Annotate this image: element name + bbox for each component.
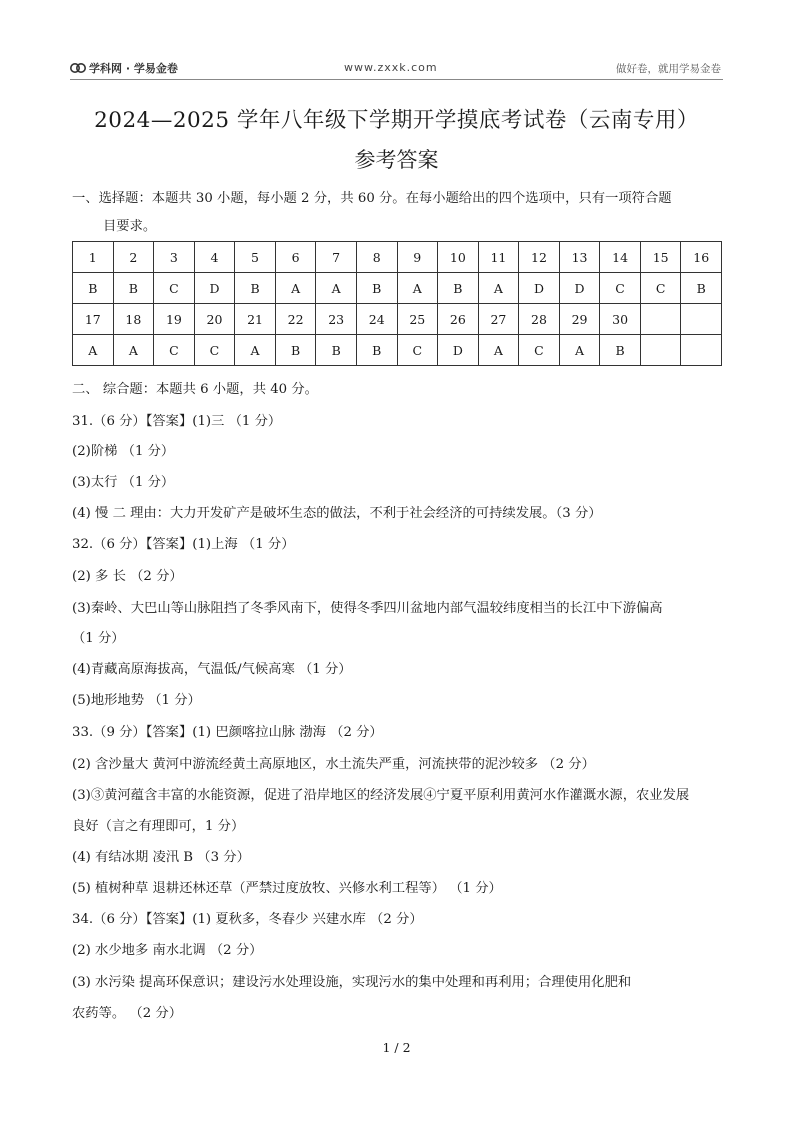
table-cell bbox=[681, 304, 722, 335]
table-cell: 26 bbox=[438, 304, 479, 335]
header-slogan: 做好卷，就用学易金卷 bbox=[616, 63, 721, 75]
answer-line: (3)秦岭、大巴山等山脉阻挡了冬季风南下，使得冬季四川盆地内部气温较纬度相当的长江中下游偏高 bbox=[72, 601, 663, 616]
table-cell: 2 bbox=[113, 242, 154, 273]
table-cell: 25 bbox=[397, 304, 438, 335]
answer-line: (2) 含沙量大 黄河中游流经黄土高原地区，水土流失严重，河流挟带的泥沙较多 （2 分） bbox=[72, 757, 595, 772]
table-cell: A bbox=[478, 335, 519, 366]
answer-line: (5)地形地势 （1 分） bbox=[72, 693, 201, 708]
table-cell: D bbox=[438, 335, 479, 366]
table-cell: D bbox=[194, 273, 235, 304]
header-divider bbox=[70, 79, 723, 80]
table-cell: A bbox=[316, 273, 357, 304]
table-cell: 3 bbox=[154, 242, 195, 273]
table-cell bbox=[681, 335, 722, 366]
table-cell: 20 bbox=[194, 304, 235, 335]
table-cell: 6 bbox=[275, 242, 316, 273]
answer-table bbox=[72, 241, 722, 366]
table-cell: 7 bbox=[316, 242, 357, 273]
table-cell: C bbox=[194, 335, 235, 366]
table-cell: A bbox=[559, 335, 600, 366]
table-cell: 12 bbox=[519, 242, 560, 273]
table-row bbox=[73, 273, 722, 304]
table-cell: 21 bbox=[235, 304, 276, 335]
table-cell: C bbox=[154, 335, 195, 366]
table-cell bbox=[640, 304, 681, 335]
answer-line: 34.（6 分）【答案】(1) 夏秋多，冬春少 兴建水库 （2 分） bbox=[72, 912, 423, 927]
logo-icon bbox=[70, 61, 86, 75]
table-cell: 23 bbox=[316, 304, 357, 335]
table-cell: 1 bbox=[73, 242, 114, 273]
table-cell: B bbox=[356, 335, 397, 366]
table-row bbox=[73, 304, 722, 335]
table-cell: 8 bbox=[356, 242, 397, 273]
answer-line: (3)太行 （1 分） bbox=[72, 475, 175, 490]
site-url[interactable]: www.zxxk.com bbox=[344, 61, 438, 74]
table-cell bbox=[640, 335, 681, 366]
page-header bbox=[0, 0, 793, 80]
table-cell: A bbox=[478, 273, 519, 304]
section2-heading: 二、 综合题：本题共 6 小题，共 40 分。 bbox=[72, 382, 318, 397]
table-cell: B bbox=[113, 273, 154, 304]
table-cell: B bbox=[275, 335, 316, 366]
section1-heading-cont: 目要求。 bbox=[103, 219, 157, 234]
table-cell: 18 bbox=[113, 304, 154, 335]
page-title: 2024—2025 学年八年级下学期开学摸底考试卷（云南专用） bbox=[94, 108, 699, 133]
answer-line: (4)青藏高原海拔高，气温低/气候高寒 （1 分） bbox=[72, 662, 352, 677]
table-cell: A bbox=[397, 273, 438, 304]
table-cell: B bbox=[235, 273, 276, 304]
table-cell: B bbox=[438, 273, 479, 304]
answer-line: (2) 水少地多 南水北调 （2 分） bbox=[72, 943, 263, 958]
answer-line: (2)阶梯 （1 分） bbox=[72, 444, 175, 459]
logo-text: 学科网 · 学易金卷 bbox=[89, 62, 178, 75]
answer-line: (3)③黄河蕴含丰富的水能资源，促进了沿岸地区的经济发展④宁夏平原利用黄河水作灌溉水源，农业发展 bbox=[72, 788, 690, 803]
table-cell: 4 bbox=[194, 242, 235, 273]
table-cell: D bbox=[559, 273, 600, 304]
table-cell: C bbox=[397, 335, 438, 366]
answer-line: 31.（6 分）【答案】(1)三 （1 分） bbox=[72, 414, 282, 429]
table-cell: B bbox=[356, 273, 397, 304]
answer-line: 33.（9 分）【答案】(1) 巴颜喀拉山脉 渤海 （2 分） bbox=[72, 725, 383, 740]
table-cell: 27 bbox=[478, 304, 519, 335]
answer-line: 农药等。 （2 分） bbox=[72, 1006, 182, 1021]
table-cell: 15 bbox=[640, 242, 681, 273]
table-cell: 10 bbox=[438, 242, 479, 273]
answer-line: 32.（6 分）【答案】(1)上海 （1 分） bbox=[72, 537, 295, 552]
section1-heading: 一、选择题：本题共 30 小题，每小题 2 分，共 60 分。在每小题给出的四个选项中，只有一项符合题 bbox=[72, 191, 672, 206]
answer-line: (4) 慢 二 理由：大力开发矿产是破坏生态的做法，不利于社会经济的可持续发展。（3 分） bbox=[72, 506, 602, 521]
table-cell: 16 bbox=[681, 242, 722, 273]
table-cell: A bbox=[275, 273, 316, 304]
table-cell: 19 bbox=[154, 304, 195, 335]
table-cell: C bbox=[640, 273, 681, 304]
table-cell: 29 bbox=[559, 304, 600, 335]
table-row bbox=[73, 335, 722, 366]
table-cell: C bbox=[600, 273, 641, 304]
table-cell: 9 bbox=[397, 242, 438, 273]
table-cell: 22 bbox=[275, 304, 316, 335]
table-row bbox=[73, 242, 722, 273]
table-cell: 30 bbox=[600, 304, 641, 335]
answer-line: (2) 多 长 （2 分） bbox=[72, 569, 183, 584]
answer-line: (3) 水污染 提高环保意识；建设污水处理设施，实现污水的集中处理和再利用；合理使用化肥和 bbox=[72, 975, 632, 990]
table-cell: 28 bbox=[519, 304, 560, 335]
table-cell: 11 bbox=[478, 242, 519, 273]
site-logo[interactable] bbox=[70, 60, 178, 76]
answer-line: (4) 有结冰期 凌汛 B （3 分） bbox=[72, 850, 250, 865]
table-cell: 14 bbox=[600, 242, 641, 273]
table-cell: B bbox=[681, 273, 722, 304]
answer-line: 良好（言之有理即可，1 分） bbox=[72, 819, 245, 834]
table-cell: A bbox=[113, 335, 154, 366]
page-number: 1 / 2 bbox=[382, 1040, 411, 1055]
table-cell: 13 bbox=[559, 242, 600, 273]
table-cell: B bbox=[73, 273, 114, 304]
table-cell: B bbox=[600, 335, 641, 366]
table-cell: A bbox=[73, 335, 114, 366]
table-cell: 17 bbox=[73, 304, 114, 335]
table-cell: C bbox=[519, 335, 560, 366]
page-subtitle: 参考答案 bbox=[354, 148, 439, 172]
answer-line: (5) 植树种草 退耕还林还草（严禁过度放牧、兴修水利工程等） （1 分） bbox=[72, 881, 502, 896]
table-cell: A bbox=[235, 335, 276, 366]
answer-line: （1 分） bbox=[72, 631, 125, 646]
table-cell: B bbox=[316, 335, 357, 366]
table-cell: 24 bbox=[356, 304, 397, 335]
table-cell: 5 bbox=[235, 242, 276, 273]
table-cell: D bbox=[519, 273, 560, 304]
table-cell: C bbox=[154, 273, 195, 304]
